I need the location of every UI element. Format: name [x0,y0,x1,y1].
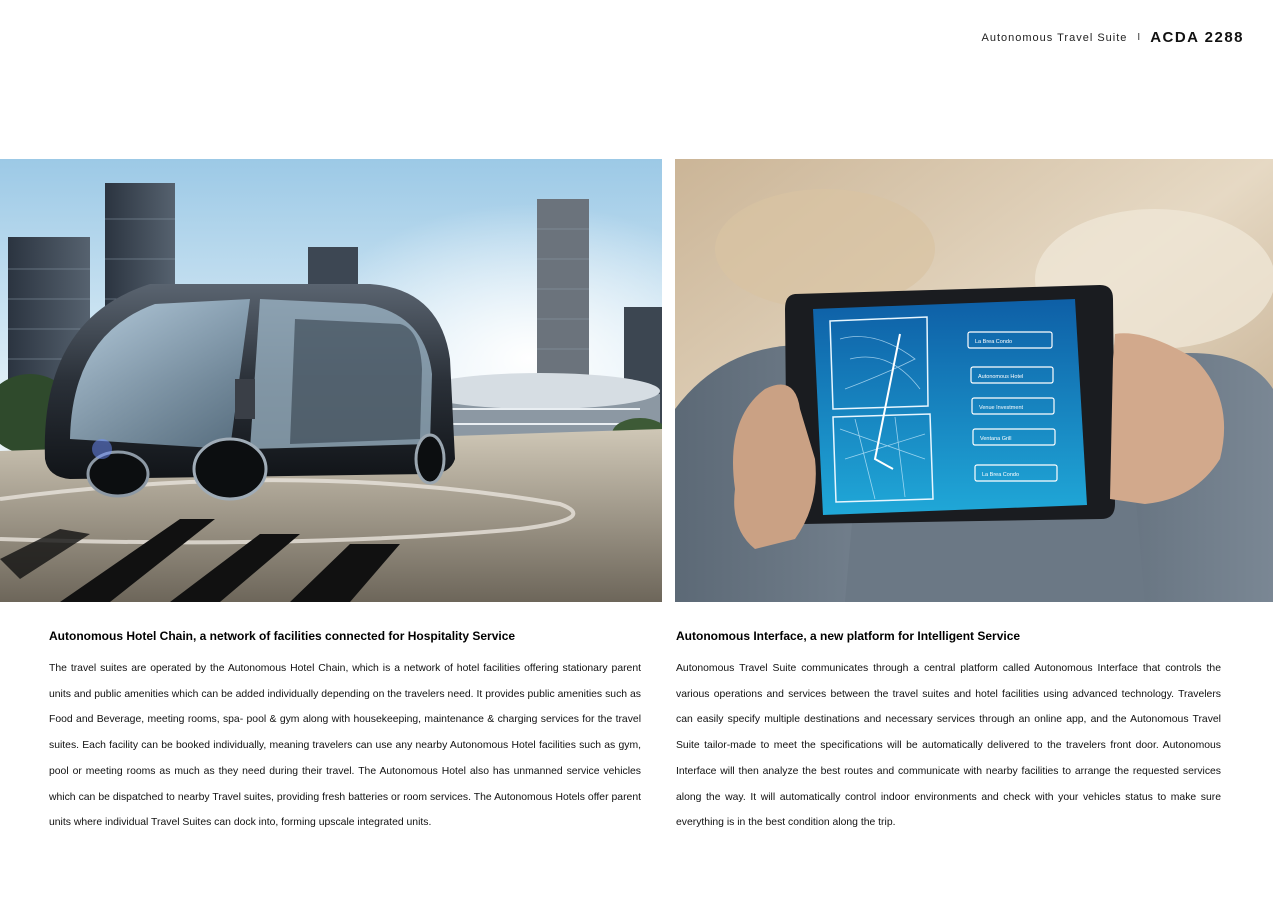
section-hotel-chain [49,629,641,836]
section-interface [676,629,1221,836]
tablet-item-5: La Brea Condo [982,472,1019,478]
project-code: ACDA 2288 [1150,29,1244,46]
tablet-item-3: Venue Investment [979,405,1024,411]
section-body: The travel suites are operated by the Autonomous Hotel Chain, which is a network of hotel facilities offering stationary parent units and public amenities which can be added individually depending on the travelers need. It provides public amenities such as Food and Beverage, meeting rooms, spa- pool & gym along with housekeeping, maintenance & charging services for the travel suites. Each facility can be booked individually, meaning travelers can use any nearby Autonomous Hotel facilities such as gym, pool or meeting rooms as much as they need during their travel. The Autonomous Hotel also has unmanned service vehicles which can be dispatched to nearby Travel suites, providing fresh batteries or room services. The Autonomous Hotels offer parent units where individual Travel Suites can dock into, forming upscale integrated units. [49,663,641,829]
section-title: Autonomous Hotel Chain, a network of facilities connected for Hospitality Service [49,629,516,643]
tablet-illustration [675,159,1273,602]
travel-suite-rendering [0,159,662,602]
tablet-item-1: La Brea Condo [975,339,1012,345]
header-separator: I [1137,32,1141,43]
page-header [982,29,1245,46]
tablet-item-4: Ventana Grill [980,436,1012,442]
project-name: Autonomous Travel Suite [981,31,1128,44]
section-body: Autonomous Travel Suite communicates through a central platform called Autonomous Interface that controls the various operations and services between the travel suites and hotel facilities using advanced technology. Travelers can easily specify multiple destinations and necessary services through an online app, and the Autonomous Travel Suite tailor-made to meet the specifications will be automatically delivered to the travelers front door. Autonomous Interface will then analyze the best routes and communicate with nearby facilities to arrange the requested services along the way. It will automatically control indoor environments and check with your vehicles status to make sure everything is in the best condition along the trip. [676,663,1221,829]
travel-suite-illustration [0,159,662,602]
tablet-interface-photo [675,159,1273,602]
tablet-item-2: Autonomous Hotel [978,374,1024,380]
section-title: Autonomous Interface, a new platform for Intelligent Service [676,629,1021,643]
